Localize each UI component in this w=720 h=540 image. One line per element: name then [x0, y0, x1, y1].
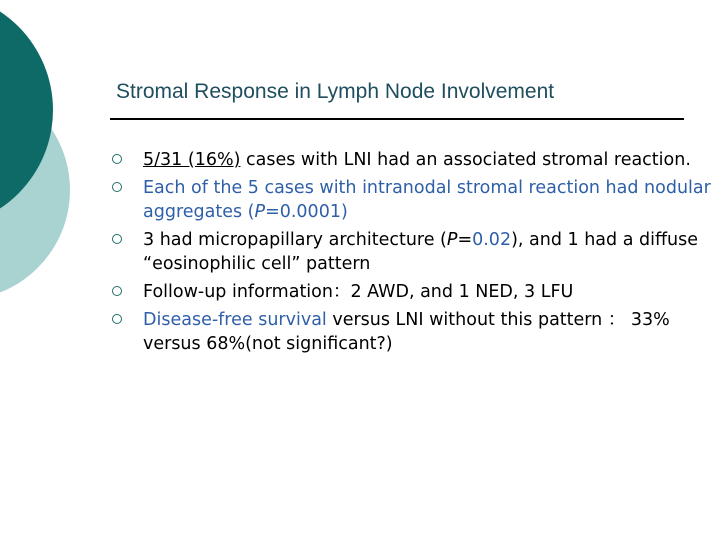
bullet-text: 3 had micropapillary architecture ( — [143, 230, 447, 250]
bullet-circle-icon — [112, 234, 122, 244]
bullet-item — [112, 280, 712, 304]
bullet-circle-icon — [112, 182, 122, 192]
bullet-list — [112, 148, 712, 360]
p-value: 0.02 — [472, 230, 512, 250]
bullet-circle-icon — [112, 154, 122, 164]
bullet-text: = — [457, 230, 473, 250]
bullet-item — [112, 308, 712, 356]
bullet-text: versus LNI without this pattern ： — [326, 310, 626, 330]
p-value-symbol: P — [446, 230, 458, 250]
bullet-item — [112, 176, 712, 224]
slide-title: Stromal Response in Lymph Node Involvement — [116, 80, 555, 103]
p-value-symbol: P — [254, 202, 266, 222]
bullet-text: Each of the 5 cases with intranodal stromal reaction had nodular aggregates ( — [143, 178, 711, 222]
decorative-circles — [0, 0, 80, 300]
bullet-text: cases with LNI had an associated stromal reaction. — [240, 150, 691, 170]
bullet-circle-icon — [112, 286, 122, 296]
bullet-circle-icon — [112, 314, 122, 324]
title-divider — [110, 118, 684, 120]
bullet-item — [112, 228, 712, 276]
bullet-text: 33% versus 68%(not significant?) — [143, 310, 670, 354]
bullet-text: ), and 1 had a diffuse “eosinophilic cell” pattern — [143, 230, 698, 274]
bullet-text: Disease-free survival — [143, 310, 327, 330]
bullet-text: =0.0001) — [265, 202, 348, 222]
bullet-item — [112, 148, 712, 172]
bullet-text: 5/31 (16%) — [143, 150, 241, 170]
bullet-text: Follow-up information：2 AWD, and 1 NED, 3 LFU — [143, 282, 574, 302]
